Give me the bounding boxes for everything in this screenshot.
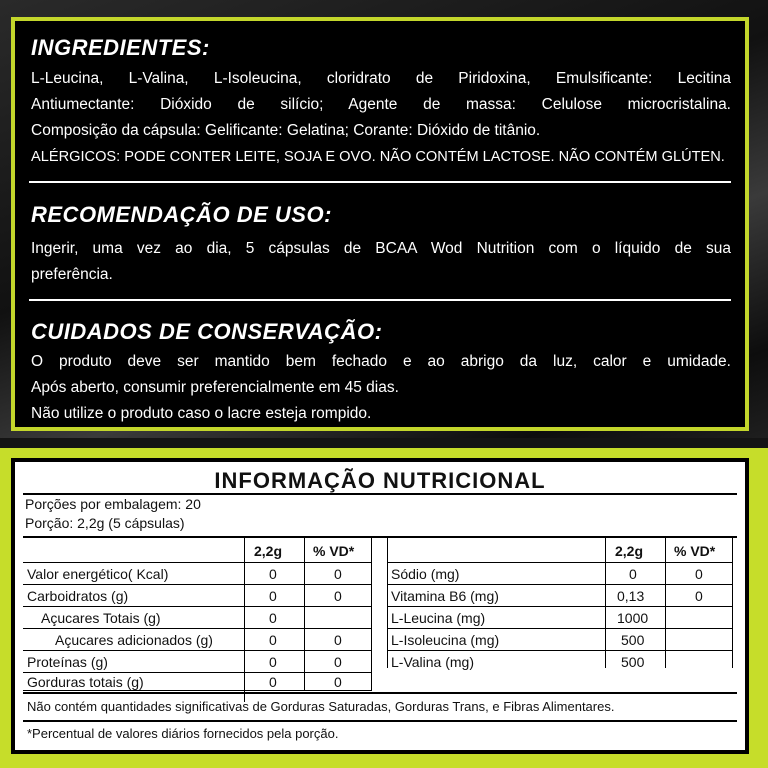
row-label: Carboidratos (g) [27,588,129,604]
grid-line [387,606,733,607]
row-qty: 0 [269,588,277,604]
row-label: L-Leucina (mg) [391,610,486,626]
row-qty: 500 [621,654,645,670]
row-qty: 500 [621,632,645,648]
ingredientes-line-3: Composição da cápsula: Gelificante: Gelatina; Corante: Dióxido de titânio. [31,122,541,139]
left-header-qty: 2,2g [254,543,283,559]
row-label: Gorduras totais (g) [27,674,144,690]
row-label: L-Isoleucina (mg) [391,632,500,648]
row-qty: 0 [629,566,637,582]
nutrition-title: INFORMAÇÃO NUTRICIONAL [214,468,546,493]
row-label: Sódio (mg) [391,566,460,582]
grid-line [665,538,666,668]
notes-rule [23,720,737,722]
row-vd: 0 [695,588,703,604]
row-qty: 0 [269,674,277,690]
row-qty: 0 [269,610,277,626]
divider [29,299,731,301]
ingredientes-line-2: Antiumectante: Dióxido de silício; Agente de massa: Celulose microcristalina. [31,96,731,113]
bottom-accent [0,760,768,768]
ingredientes-title: INGREDIENTES: [31,35,210,60]
grid-line [387,628,733,629]
row-label: L-Valina (mg) [391,654,474,670]
grid-line [304,538,305,690]
grid-line [23,606,372,607]
cuidados-line-3: Não utilize o produto caso o lacre esteja rompido. [31,405,372,422]
grid-line [387,650,733,651]
recomendacao-title: RECOMENDAÇÃO DE USO: [31,202,332,227]
servings-per-package: Porções por embalagem: 20 [25,496,201,512]
recomendacao-line-2: preferência. [31,266,113,283]
right-header-qty: 2,2g [615,543,644,559]
row-label: Valor energético( Kcal) [27,566,169,582]
grid-line [23,562,372,563]
grid-line [23,672,372,673]
row-label: Açucares Totais (g) [41,610,161,626]
grid-line [605,538,606,668]
row-vd: 0 [334,588,342,604]
row-vd: 0 [334,674,342,690]
header-rule [23,536,737,538]
cuidados-title: CUIDADOS DE CONSERVAÇÃO: [31,319,383,344]
row-vd: 0 [334,566,342,582]
info-panel [11,17,749,431]
ingredientes-line-1: L-Leucina, L-Valina, L-Isoleucina, cloridrato de Piridoxina, Emulsificante: Lecitina [31,70,731,87]
grid-line [387,584,733,585]
row-qty: 1000 [617,610,649,626]
notes-rule [23,692,737,694]
row-qty: 0 [269,566,277,582]
grid-line [23,584,372,585]
grid-line [23,690,372,691]
vd-footnote: *Percentual de valores diários fornecidos pela porção. [27,726,339,741]
grid-line [371,538,372,690]
grid-line [23,650,372,651]
grid-line [23,628,372,629]
grid-line [732,538,733,668]
grid-line [387,538,388,668]
row-label: Açucares adicionados (g) [55,632,213,648]
right-header-vd: % VD* [674,543,716,559]
row-qty: 0,13 [617,588,645,604]
title-rule [23,493,737,495]
nutrition-facts-table [11,458,749,754]
grid-line [387,562,733,563]
row-vd: 0 [334,654,342,670]
left-header-vd: % VD* [313,543,355,559]
serving-size: Porção: 2,2g (5 cápsulas) [25,515,185,531]
nutrition-note: Não contém quantidades significativas de Gorduras Saturadas, Gorduras Trans, e Fibras Alimentares. [27,699,615,714]
cuidados-line-2: Após aberto, consumir preferencialmente em 45 dias. [31,379,399,396]
row-vd: 0 [695,566,703,582]
cuidados-line-1: O produto deve ser mantido bem fechado e ao abrigo da luz, calor e umidade. [31,353,731,370]
row-qty: 0 [269,654,277,670]
row-qty: 0 [269,632,277,648]
row-label: Vitamina B6 (mg) [391,588,499,604]
recomendacao-line-1: Ingerir, uma vez ao dia, 5 cápsulas de BCAA Wod Nutrition com o líquido de sua [31,240,731,257]
ingredientes-allergens: ALÉRGICOS: PODE CONTER LEITE, SOJA E OVO. NÃO CONTÉM LACTOSE. NÃO CONTÉM GLÚTEN. [31,149,725,165]
divider [29,181,731,183]
row-vd: 0 [334,632,342,648]
row-label: Proteínas (g) [27,654,108,670]
